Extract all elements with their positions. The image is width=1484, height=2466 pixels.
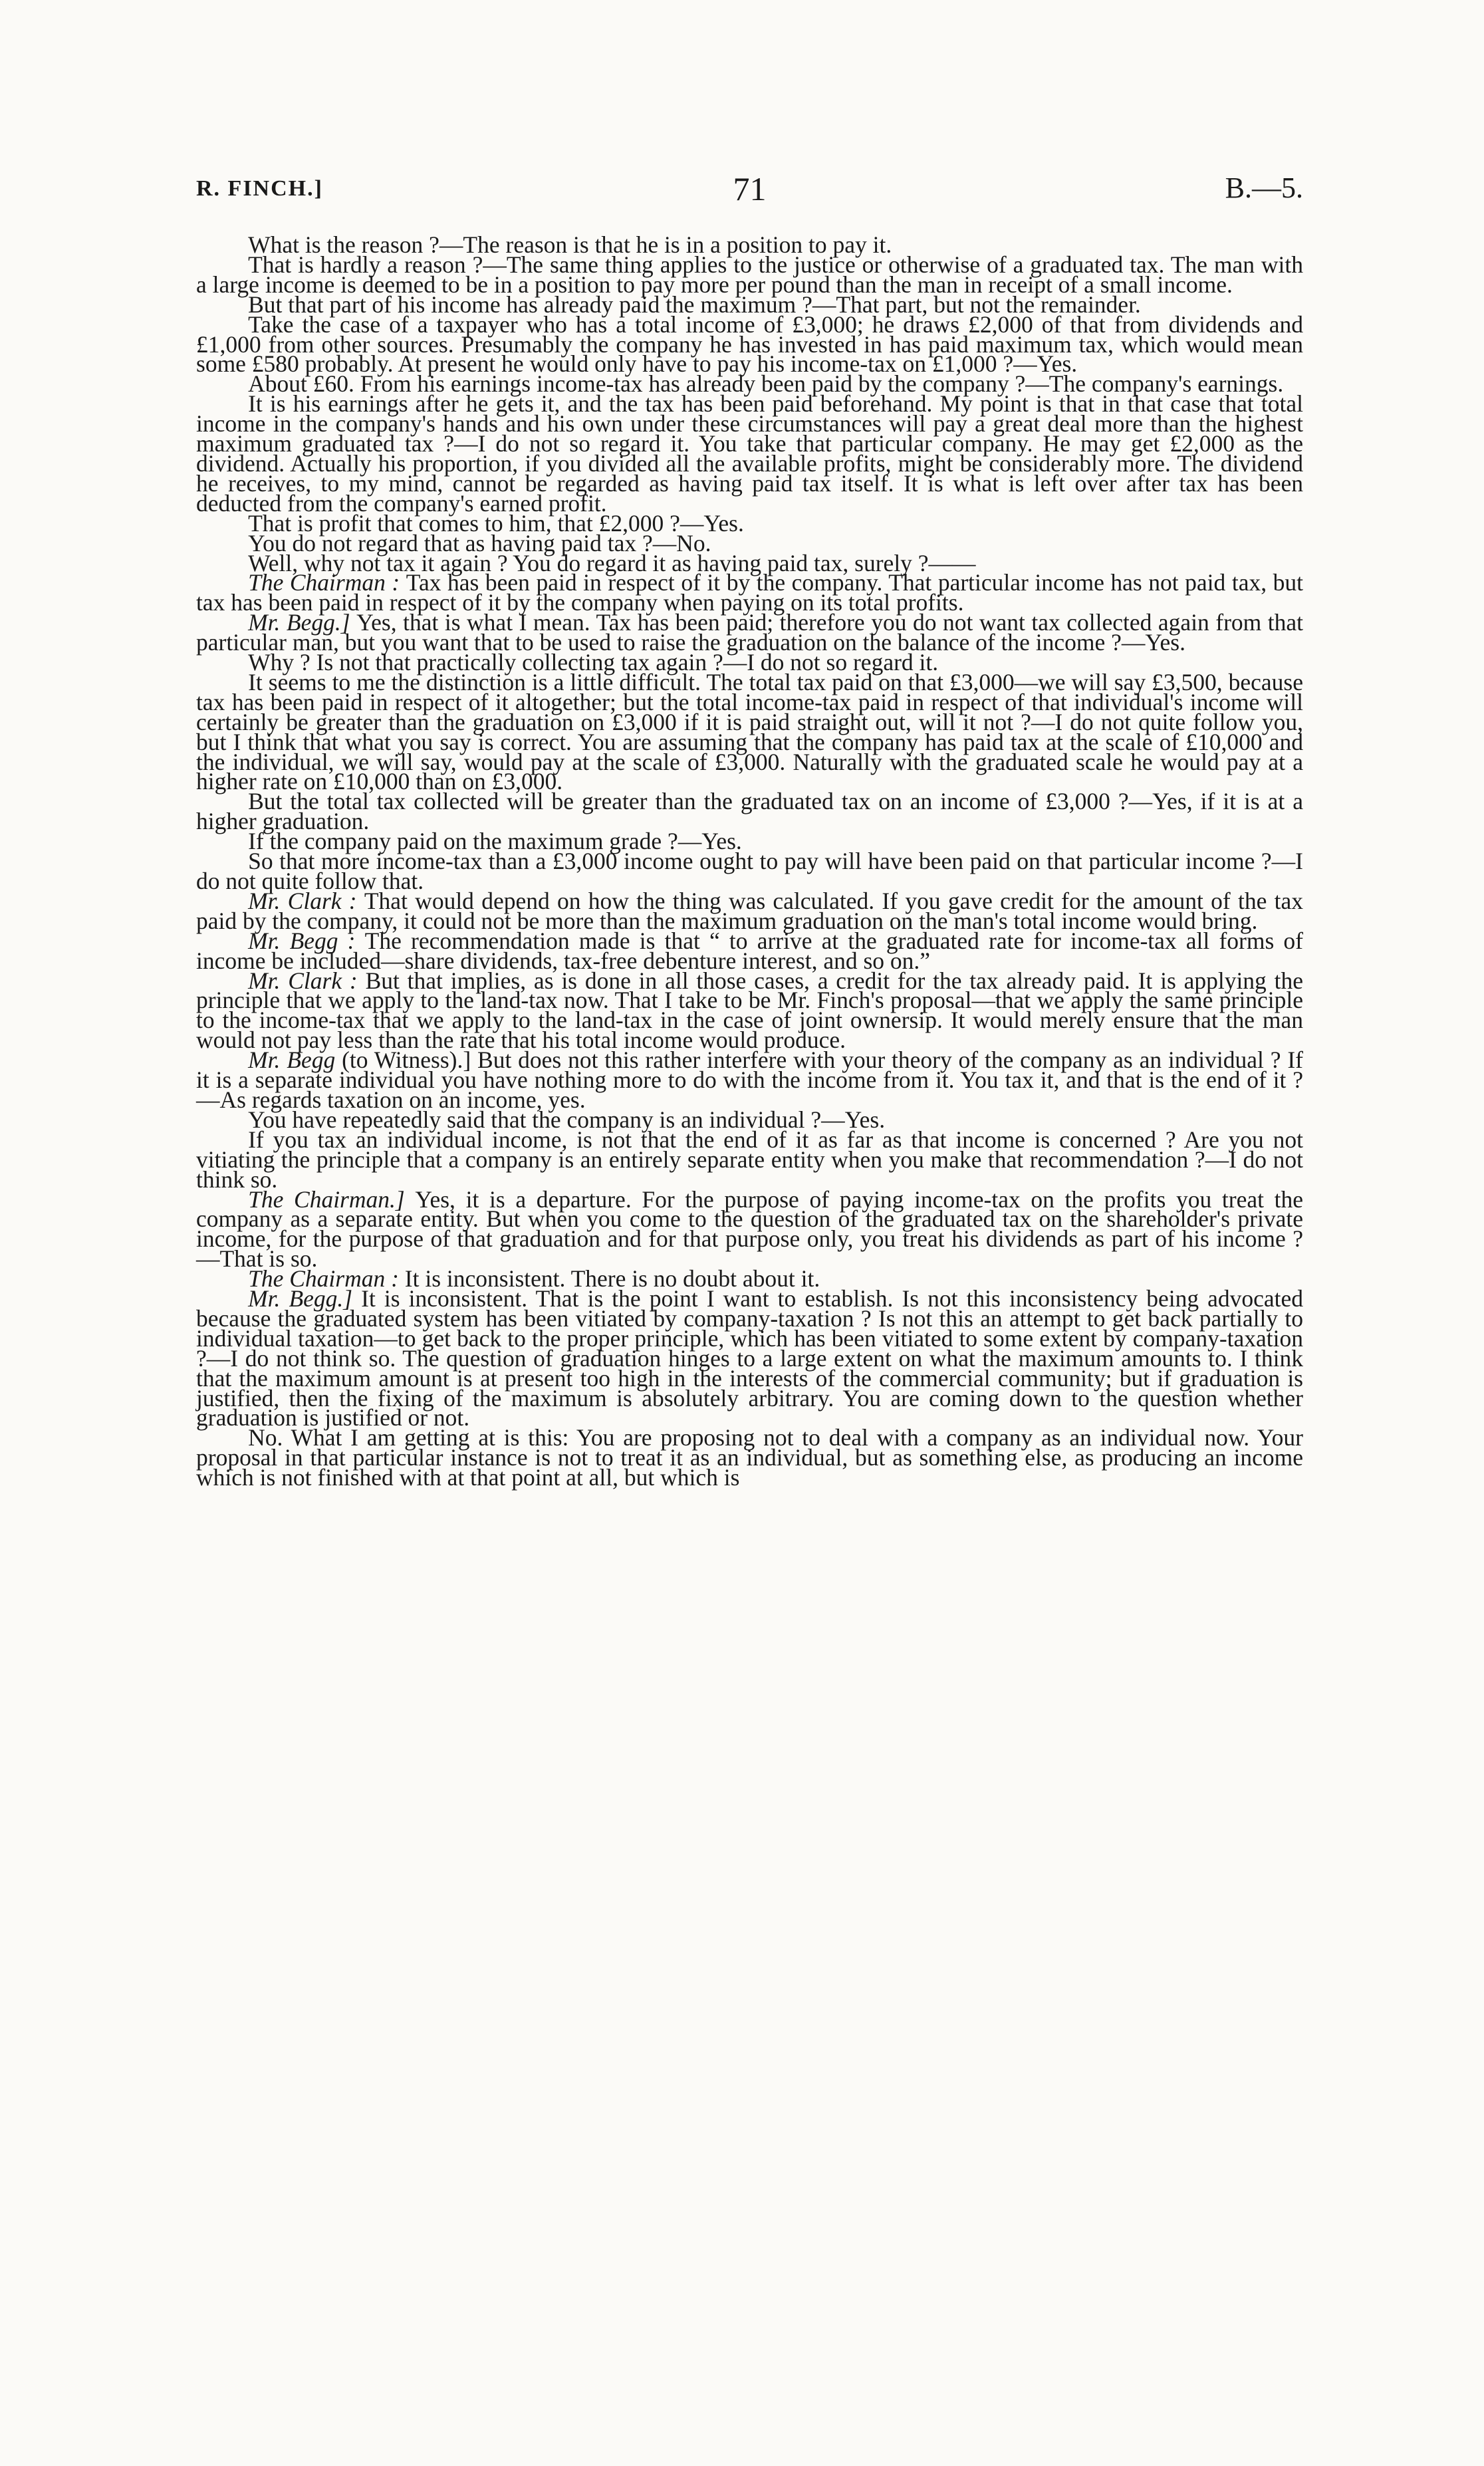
paragraph-text: So that more income-tax than a £3,000 income ought to pay will have been paid on that particular income ?—I do not quite follow that. (196, 848, 1303, 894)
speaker: Mr. Begg.] (248, 1285, 362, 1312)
paragraph-text: (to Witness).] But does not this rather interfere with your theory of the company as an individual ? If it is a separate individual you have nothing more to do with the income from it. You tax it, and that is the end of it ?—As regards taxation on an income, yes. (196, 1047, 1303, 1113)
paragraph (196, 927, 1303, 974)
transcript-body (196, 231, 1304, 1491)
paragraph-text: Yes, that is what I mean. Tax has been paid; therefore you do not want tax collected again from that particular man, but you want that to be used to raise the graduation on the balance of the income ?—Yes. (196, 609, 1303, 656)
paragraph (196, 251, 1303, 298)
witness-name: R. FINCH.] (196, 176, 323, 201)
paragraph-text: That is profit that comes to him, that £2,000 ?—Yes. (248, 509, 744, 537)
paragraph-text: It is inconsistent. There is no doubt about it. (404, 1265, 820, 1293)
paragraph (196, 1285, 1304, 1431)
paragraph-text: Take the case of a taxpayer who has a total income of £3,000; he draws £2,000 of that from dividends and £1,000 from other sources. Presumably the company he has invested in has paid maximum tax, which would mean some £580 probably. At present he would only have to pay his income-tax on £1,000 ?—Yes. (196, 310, 1303, 378)
paragraph (196, 887, 1303, 934)
speaker: Mr. Clark : (248, 967, 366, 994)
paragraph (196, 967, 1303, 1054)
paragraph-text: But that part of his income has already paid the maximum ?—That part, but not the remainder. (248, 291, 1141, 318)
paragraph-text: But that implies, as is done in all those cases, a credit for the tax already paid. It is applying the principle that we apply to the land-tax now. That I take to be Mr. Finch's proposal—that we apply the same principle to the income-tax that we apply to the land-tax in the case of joint ownersip. It would merely ensure that the man would not pay less than the rate that his total income would produce. (196, 967, 1303, 1054)
document-reference: B.—5. (1225, 172, 1303, 204)
paragraph-text: What is the reason ?—The reason is that he is in a position to pay it. (248, 231, 892, 258)
speaker: The Chairman : (248, 569, 406, 596)
paragraph (196, 569, 1303, 616)
paragraph-text: Well, why not tax it again ? You do regard it as having paid tax, surely ?—— (248, 549, 976, 576)
paragraph (196, 1424, 1303, 1491)
paragraph-text: About £60. From his earnings income-tax has already been paid by the company ?—The company's earnings. (248, 370, 1284, 398)
paragraph-text: That is hardly a reason ?—The same thing applies to the justice or otherwise of a graduated tax. The man with a large income is deemed to be in a position to pay more per pound than the man in receipt of a small income. (196, 251, 1303, 298)
speaker: Mr. Begg : (248, 927, 365, 954)
paragraph-text: The recommendation made is that “ to arrive at the graduated rate for income-tax all forms of income be included—share dividends, tax-free debenture interest, and so on.” (196, 927, 1303, 974)
paragraph-text: No. What I am getting at is this: You are proposing not to deal with a company as an individual now. Your proposal in that particular instance is not to treat it as an individual, but as something else, as producing an income which is not finished with at that point at all, but which is (196, 1424, 1303, 1491)
paragraph-text: Why ? Is not that practically collecting tax again ?—I do not so regard it. (248, 649, 939, 676)
paragraph-text: Yes, it is a departure. For the purpose of paying income-tax on the profits you treat the company as a separate entity. But when you come to the question of the graduated tax on the shareholder's private income, for the purpose of that graduation and for that purpose only, you treat his dividends as part of his income ?—That is so. (196, 1185, 1304, 1273)
paragraph (196, 1185, 1304, 1273)
paragraph-text: If you tax an individual income, is not that the end of it as far as that income is concerned ? Are you not vitiating the principle that a company is an entirely separate entity when you make that recommendation ?—I do not think so. (196, 1126, 1303, 1193)
paragraph-text: That would depend on how the thing was calculated. If you gave credit for the amount of the tax paid by the company, it could not be more than the maximum graduation on the man's total income would bring. (196, 887, 1303, 934)
paragraph-text: It is his earnings after he gets it, and the tax has been paid beforehand. My point is that in that case that total income in the company's hands and his own under these circumstances will pay a great deal more than the highest maximum graduated tax ?—I do not so regard it. You take that particular company. He may get £2,000 as the dividend. Actually his proportion, if you divided all the available profits, might be considerably more. The dividend he receives, to my mind, cannot be regarded as having paid tax itself. It is what is left over after tax has been deducted from the company's earned profit. (196, 390, 1303, 517)
paragraph-text: It is inconsistent. That is the point I want to establish. Is not this inconsistency being advocated because the graduated system has been vitiated by company-taxation ? Is not this an attempt to get back partially to individual taxation—to get back to the proper principle, which has been vitiated to some extent by company-taxation ?—I do not think so. The question of graduation hinges to a large extent on what the maximum amounts to. I think that the maximum amount is at present too high in the interests of the commercial community; but if graduation is justified, then the fixing of the maximum is absolutely arbitrary. You are coming down to the question whether graduation is justified or not. (196, 1285, 1304, 1431)
paragraph-text: It seems to me the distinction is a little difficult. The total tax paid on that £3,000—we will say £3,500, because tax has been paid in respect of it altogether; but the total income-tax paid in respect of that individual's income will certainly be greater than the graduation on £3,000 if it is paid straight out, will it not ?—I do not quite follow you, but I think that what you say is correct. You are assuming that the company has paid tax at the scale of £10,000 and the individual, we will say, would pay at the scale of £3,000. Naturally with the graduated scale he would pay at a higher rate on £10,000 than on £3,000. (196, 668, 1303, 795)
paragraph (196, 1047, 1303, 1113)
paragraph (196, 668, 1303, 795)
paragraph-text: You do not regard that as having paid tax ?—No. (248, 529, 711, 556)
speaker: The Chairman.] (248, 1185, 416, 1213)
page-header (196, 170, 1303, 216)
paragraph (196, 788, 1303, 835)
paragraph-text: But the total tax collected will be greater than the graduated tax on an income of £3,000 ?—Yes, if it is at a higher graduation. (196, 788, 1303, 835)
paragraph-text: If the company paid on the maximum grade ?—Yes. (248, 828, 742, 855)
page-number: 71 (733, 170, 767, 207)
paragraph-text: You have repeatedly said that the company is an individual ?—Yes. (248, 1106, 886, 1133)
paragraph-text: Tax has been paid in respect of it by the company. That particular income has not paid tax, but tax has been paid in respect of it by the company when paying on its total profits. (196, 569, 1303, 616)
paragraph (196, 390, 1303, 517)
speaker: Mr. Begg (248, 1047, 342, 1074)
speaker: Mr. Clark : (248, 887, 364, 914)
paragraph (196, 310, 1303, 378)
speaker: The Chairman : (248, 1265, 405, 1293)
speaker: Mr. Begg.] (248, 609, 357, 636)
paragraph (196, 848, 1303, 894)
paragraph (196, 609, 1303, 656)
paragraph (196, 1126, 1303, 1193)
